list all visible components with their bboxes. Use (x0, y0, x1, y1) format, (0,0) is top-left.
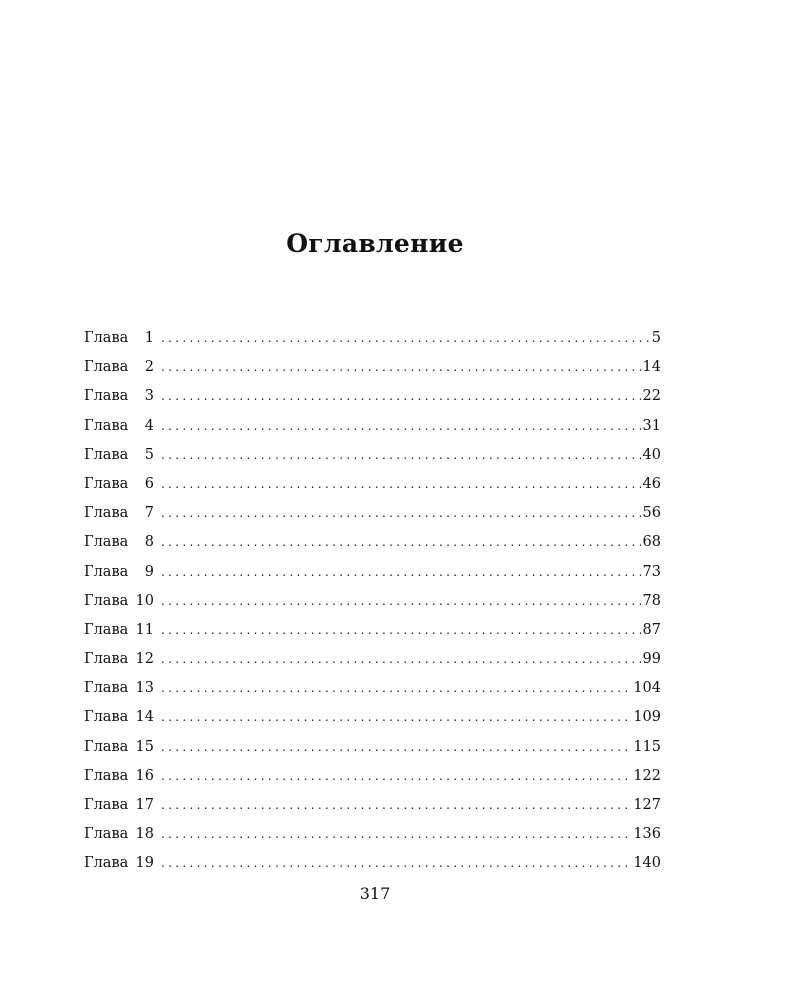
chapter-label: Глава (84, 475, 129, 492)
toc-entry[interactable] (84, 791, 661, 820)
page-reference: 40 (642, 446, 661, 463)
chapter-number: 9 (144, 563, 154, 580)
dot-leader (161, 382, 641, 411)
page-reference: 87 (642, 621, 661, 638)
chapter-number: 13 (135, 680, 154, 697)
chapter-number: 11 (135, 621, 154, 638)
chapter-number: 6 (144, 475, 154, 492)
chapter-number: 2 (144, 359, 154, 376)
toc-entry[interactable] (84, 733, 661, 762)
chapter-label: Глава (84, 651, 129, 668)
dot-leader (161, 674, 631, 703)
toc-entry[interactable] (84, 324, 661, 353)
chapter-label: Глава (84, 388, 129, 405)
dot-leader (161, 412, 641, 441)
page-reference: 136 (633, 826, 661, 843)
page-reference: 78 (642, 592, 661, 609)
toc-entry[interactable] (84, 353, 661, 382)
toc-entry[interactable] (84, 616, 661, 645)
dot-leader (161, 587, 641, 616)
chapter-number: 3 (144, 388, 154, 405)
toc-entry[interactable] (84, 499, 661, 528)
page-reference: 115 (633, 738, 661, 755)
page-title: Оглавление (286, 228, 464, 258)
toc-entry[interactable] (84, 558, 661, 587)
chapter-label: Глава (84, 359, 129, 376)
page-reference: 140 (633, 855, 661, 872)
toc-entry[interactable] (84, 470, 661, 499)
chapter-label: Глава (84, 563, 129, 580)
chapter-number: 16 (135, 767, 154, 784)
page-number: 317 (359, 884, 391, 903)
chapter-number: 14 (135, 709, 154, 726)
toc-entry[interactable] (84, 645, 661, 674)
toc-entry[interactable] (84, 441, 661, 470)
page-reference: 46 (642, 475, 661, 492)
page-reference: 5 (651, 330, 661, 346)
table-of-contents (84, 324, 661, 879)
chapter-label: Глава (84, 330, 129, 346)
chapter-label: Глава (84, 417, 129, 434)
chapter-number: 10 (135, 592, 154, 609)
chapter-number: 19 (135, 855, 154, 872)
dot-leader (161, 558, 641, 587)
dot-leader (161, 528, 641, 557)
dot-leader (161, 733, 631, 762)
chapter-label: Глава (84, 680, 129, 697)
toc-entry[interactable] (84, 674, 661, 703)
page-reference: 99 (642, 651, 661, 668)
dot-leader (161, 820, 631, 849)
page-reference: 31 (642, 417, 661, 434)
chapter-number: 5 (144, 446, 154, 463)
chapter-label: Глава (84, 797, 129, 813)
dot-leader (161, 324, 650, 353)
dot-leader (161, 470, 641, 499)
page-reference: 14 (642, 359, 661, 376)
dot-leader (161, 441, 641, 470)
chapter-number: 8 (144, 534, 154, 551)
chapter-label: Глава (84, 709, 129, 726)
dot-leader (161, 791, 631, 820)
page-reference: 22 (642, 388, 661, 405)
chapter-number: 15 (135, 738, 154, 755)
page-reference: 127 (633, 797, 661, 813)
chapter-number: 18 (135, 826, 154, 843)
chapter-label: Глава (84, 855, 129, 872)
page-reference: 109 (633, 709, 661, 726)
page-reference: 56 (642, 505, 661, 522)
dot-leader (161, 616, 641, 645)
chapter-label: Глава (84, 446, 129, 463)
dot-leader (161, 353, 641, 382)
chapter-number: 12 (135, 651, 154, 668)
chapter-number: 17 (135, 797, 154, 813)
page-reference: 68 (642, 534, 661, 551)
toc-entry[interactable] (84, 528, 661, 557)
page-reference: 73 (642, 563, 661, 580)
toc-entry[interactable] (84, 703, 661, 732)
toc-entry[interactable] (84, 820, 661, 849)
page-reference: 122 (633, 767, 661, 784)
chapter-label: Глава (84, 826, 129, 843)
dot-leader (161, 762, 631, 791)
toc-entry[interactable] (84, 412, 661, 441)
chapter-number: 1 (144, 330, 154, 346)
chapter-label: Глава (84, 738, 129, 755)
chapter-number: 7 (144, 505, 154, 522)
toc-entry[interactable] (84, 762, 661, 791)
page-reference: 104 (633, 680, 661, 697)
chapter-label: Глава (84, 534, 129, 551)
chapter-label: Глава (84, 767, 129, 784)
dot-leader (161, 645, 641, 674)
dot-leader (161, 849, 631, 878)
toc-entry[interactable] (84, 382, 661, 411)
chapter-label: Глава (84, 621, 129, 638)
toc-entry[interactable] (84, 587, 661, 616)
toc-entry[interactable] (84, 849, 661, 878)
chapter-number: 4 (144, 417, 154, 434)
chapter-label: Глава (84, 505, 129, 522)
dot-leader (161, 703, 631, 732)
chapter-label: Глава (84, 592, 129, 609)
dot-leader (161, 499, 641, 528)
